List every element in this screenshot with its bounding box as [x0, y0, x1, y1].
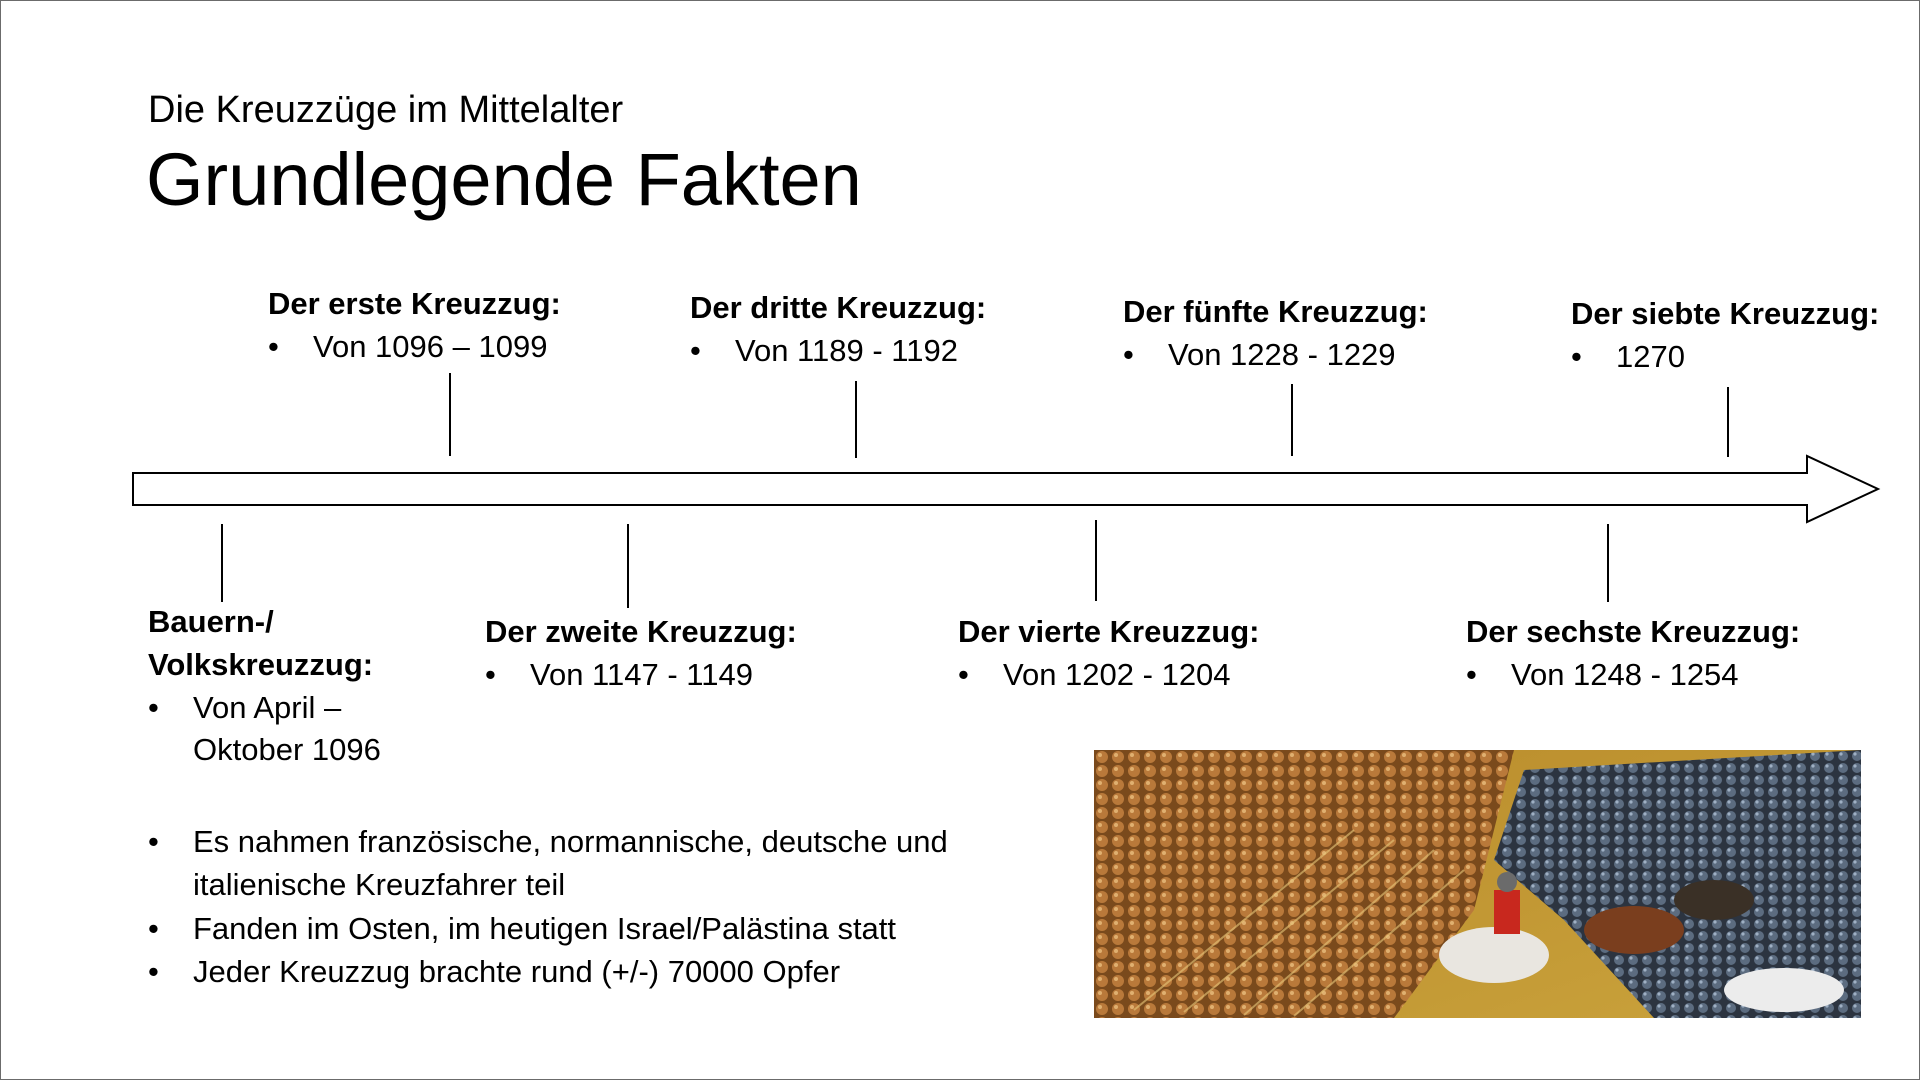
event-detail [148, 687, 381, 773]
event-label-line1: Bauern-/ [148, 604, 274, 639]
event-label: Der fünfte Kreuzzug: [1123, 294, 1428, 329]
event-detail-line1: Von April – [193, 689, 342, 725]
event-label: Der zweite Kreuzzug: [485, 614, 797, 649]
event-detail: • Von 1228 - 1229 [1123, 334, 1428, 377]
event-label-line2: Volkskreuzzug: [148, 646, 374, 682]
slide-subtitle: Die Kreuzzüge im Mittelalter [148, 89, 624, 131]
event-detail: • 1270 [1571, 336, 1879, 379]
fact-item: • Es nahmen französische, normannische, deutsche und italienische Kreuzfahrer teil [148, 821, 1028, 907]
event-label: Der erste Kreuzzug: [268, 286, 561, 321]
timeline-arrow-shape [133, 456, 1878, 522]
event-fuenfter-kreuzzug [1123, 291, 1428, 377]
event-label: Der vierte Kreuzzug: [958, 614, 1260, 649]
event-vierter-kreuzzug [958, 611, 1259, 697]
event-label: Der dritte Kreuzzug: [690, 290, 987, 325]
event-detail: • Von 1202 - 1204 [958, 654, 1259, 697]
event-dritter-kreuzzug [690, 287, 986, 373]
event-label: Der sechste Kreuzzug: [1466, 614, 1801, 649]
event-detail-line2: Oktober 1096 [193, 732, 381, 768]
event-detail: • Von 1248 - 1254 [1466, 654, 1800, 697]
event-detail: • Von 1189 - 1192 [690, 330, 986, 373]
event-sechster-kreuzzug [1466, 611, 1800, 697]
slide-title: Grundlegende Fakten [146, 138, 862, 221]
facts-list [148, 821, 1028, 995]
event-zweiter-kreuzzug [485, 611, 797, 697]
fact-item: • Jeder Kreuzzug brachte rund (+/-) 70000 Opfer [148, 951, 1028, 994]
event-detail: • Von 1147 - 1149 [485, 654, 797, 697]
event-erster-kreuzzug [268, 283, 561, 369]
event-detail: • Von 1096 – 1099 [268, 326, 561, 369]
event-volkskreuzzug [148, 601, 381, 772]
battle-painting-icon [1094, 750, 1861, 1018]
event-siebter-kreuzzug [1571, 293, 1879, 379]
event-label: Der siebte Kreuzzug: [1571, 296, 1880, 331]
fact-item: • Fanden im Osten, im heutigen Israel/Palästina statt [148, 908, 1028, 951]
